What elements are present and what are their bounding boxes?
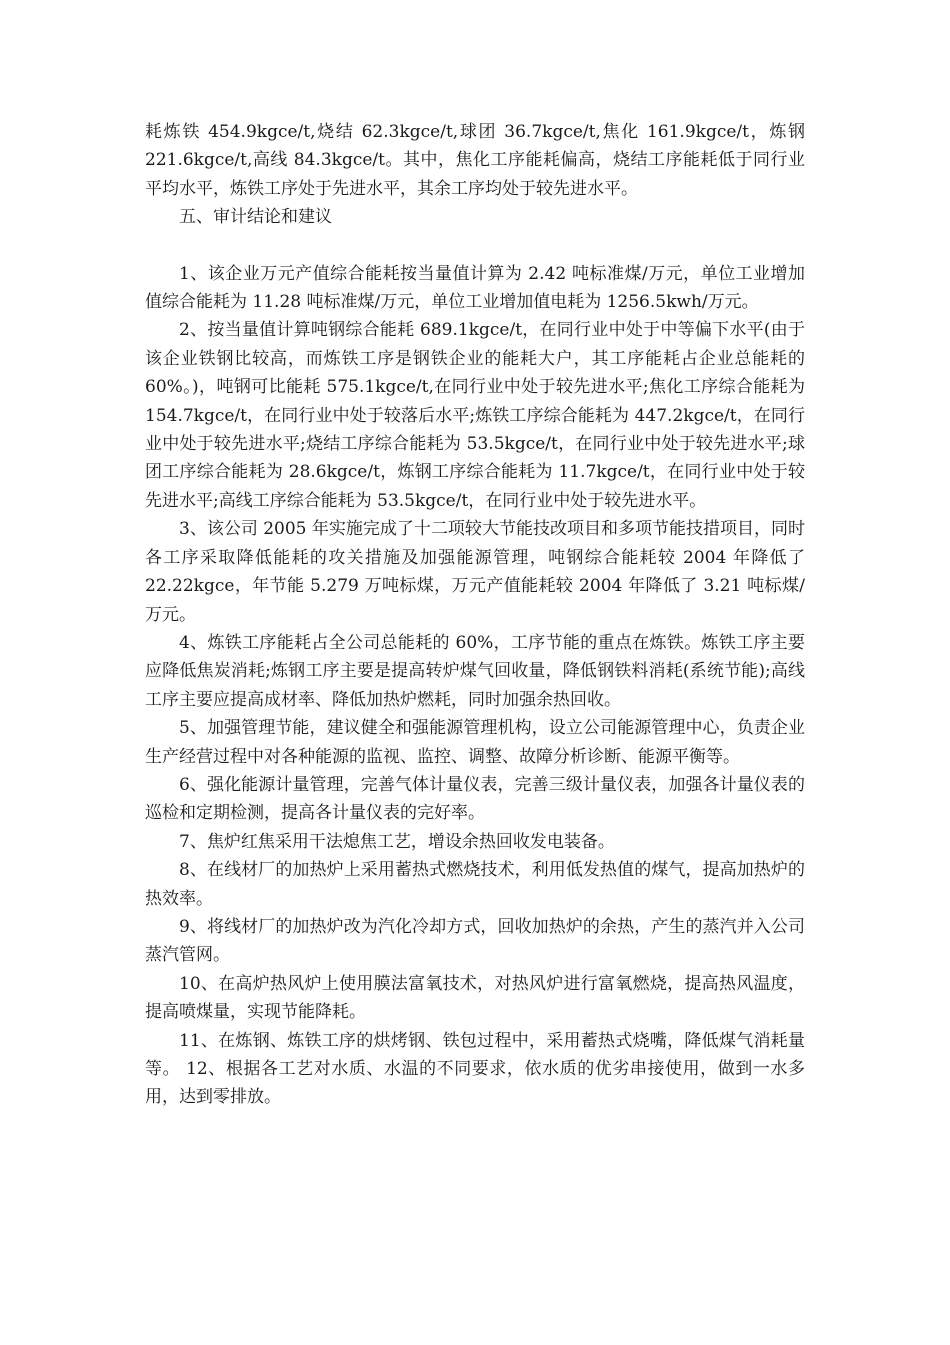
- document-page: [145, 118, 805, 1112]
- paragraph-item-6: 6、强化能源计量管理，完善气体计量仪表，完善三级计量仪表，加强各计量仪表的巡检和定期检测，提高各计量仪表的完好率。: [145, 774, 805, 824]
- paragraph-item-10: 10、在高炉热风炉上使用膜法富氧技术，对热风炉进行富氧燃烧，提高热风温度，提高喷煤量，实现节能降耗。: [145, 973, 805, 1023]
- section-heading: 五、审计结论和建议: [179, 207, 332, 228]
- paragraph-item-9: 9、将线材厂的加热炉改为汽化冷却方式，回收加热炉的余热，产生的蒸汽并入公司蒸汽管网。: [145, 916, 805, 966]
- paragraph-item-4: 4、炼铁工序能耗占全公司总能耗的 60%，工序节能的重点在炼铁。炼铁工序主要应降低焦炭消耗;炼钢工序主要是提高转炉煤气回收量，降低钢铁料消耗(系统节能);高线工序主要应提高成材率、降低加热炉燃耗，同时加强余热回收。: [145, 632, 805, 710]
- paragraph-item-5: 5、加强管理节能，建议健全和强能源管理机构，设立公司能源管理中心，负责企业生产经营过程中对各种能源的监视、监控、调整、故障分析诊断、能源平衡等。: [145, 718, 805, 767]
- paragraph-item-8: 8、在线材厂的加热炉上采用蓄热式燃烧技术，利用低发热值的煤气，提高加热炉的热效率。: [145, 860, 805, 909]
- paragraph-item-7: 7、焦炉红焦采用干法熄焦工艺，增设余热回收发电装备。: [179, 831, 615, 852]
- paragraph-item-11: 11、在炼钢、炼铁工序的烘烤钢、铁包过程中，采用蓄热式烧嘴，降低煤气消耗量等。 12、根据各工艺对水质、水温的不同要求，依水质的优劣串接使用，做到一水多用，达到零排放。: [145, 1030, 805, 1108]
- paragraph-item-3: 3、该公司 2005 年实施完成了十二项较大节能技改项目和多项节能技措项目，同时各工序采取降低能耗的攻关措施及加强能源管理，吨钢综合能耗较 2004 年降低了 22.22kgce，年节能 5.279 万吨标煤，万元产值能耗较 2004 年降低了 3.21 吨标煤/万元。: [145, 519, 805, 625]
- paragraph-item-1: 1、该企业万元产值综合能耗按当量值计算为 2.42 吨标准煤/万元，单位工业增加值综合能耗为 11.28 吨标准煤/万元，单位工业增加值电耗为 1256.5kwh/万元。: [145, 263, 805, 313]
- paragraph-continuation: 耗炼铁 454.9kgce/t,烧结 62.3kgce/t,球团 36.7kgce/t,焦化 161.9kgce/t，炼钢 221.6kgce/t,高线 84.3kgce/t。其中，焦化工序能耗偏高，烧结工序能耗低于同行业平均水平，炼铁工序处于先进水平，其余工序均处于较先进水平。: [145, 122, 805, 199]
- paragraph-item-2: 2、按当量值计算吨钢综合能耗 689.1kgce/t，在同行业中处于中等偏下水平(由于该企业铁钢比较高，而炼铁工序是钢铁企业的能耗大户，其工序能耗占企业总能耗的 60%。)，吨钢可比能耗 575.1kgce/t,在同行业中处于较先进水平;焦化工序综合能耗为 154.7kgce/t，在同行业中处于较落后水平;炼铁工序综合能耗为 447.2kgce/t，在同行业中处于较先进水平;烧结工序综合能耗为 53.5kgce/t，在同行业中处于较先进水平;球团工序综合能耗为 28.6kgce/t，炼钢工序综合能耗为 11.7kgce/t，在同行业中处于较先进水平;高线工序综合能耗为 53.5kgce/t，在同行业中处于较先进水平。: [145, 320, 805, 511]
